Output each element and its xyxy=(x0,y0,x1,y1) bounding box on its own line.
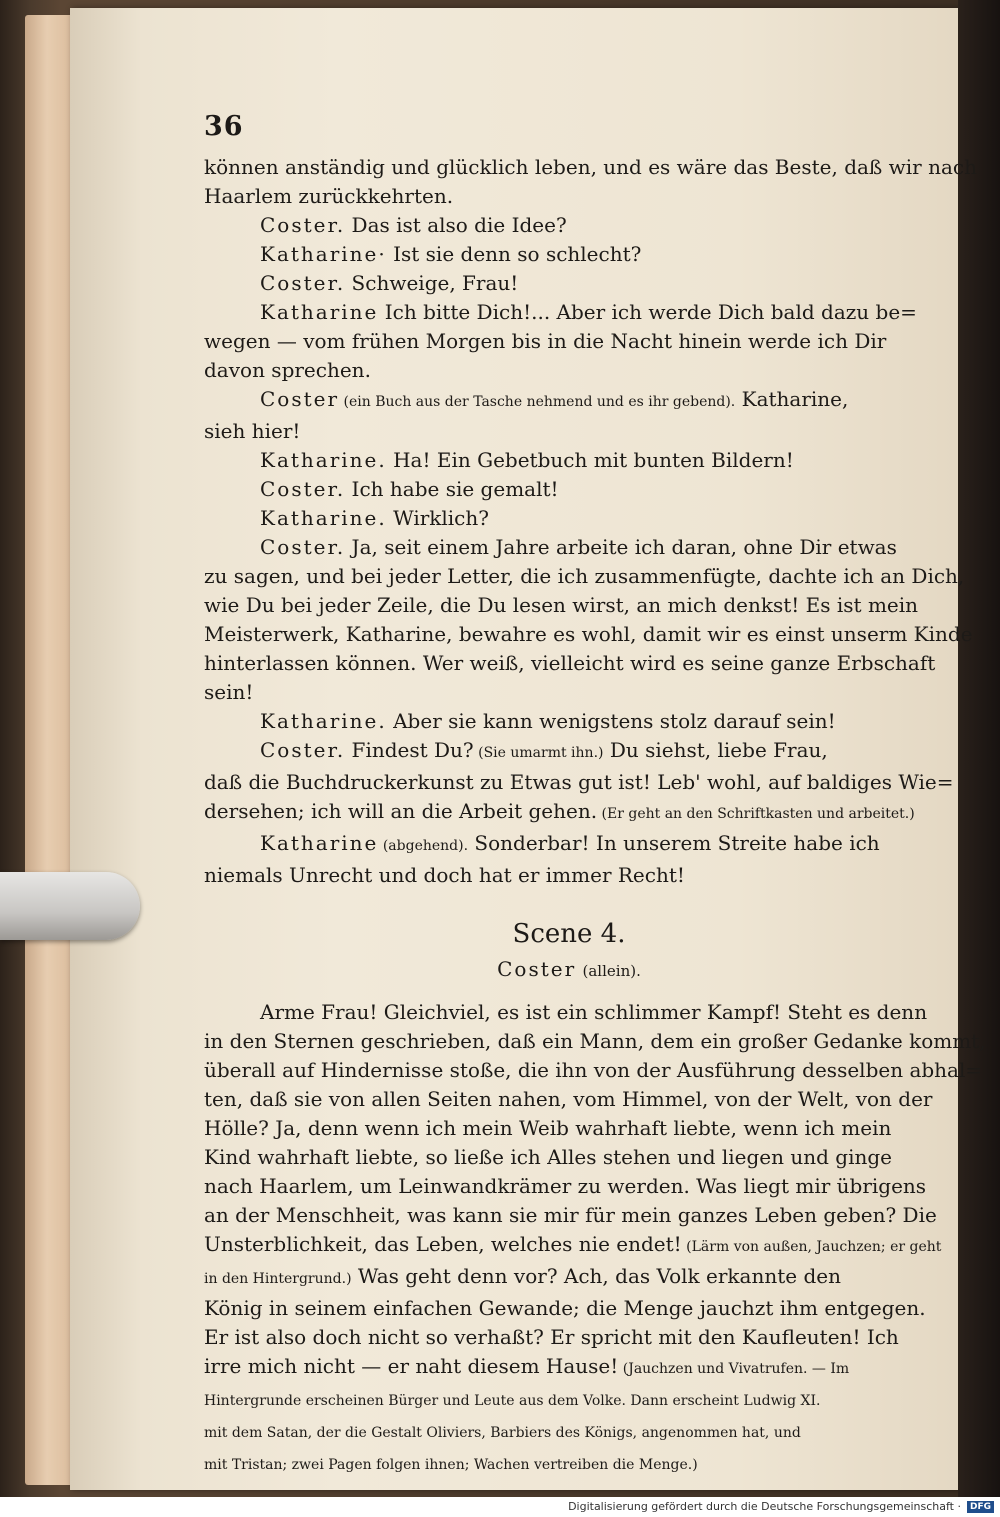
line-text: Sonderbar! In unserem Streite habe ich xyxy=(468,831,880,855)
dialogue-block xyxy=(204,153,977,890)
line-text: zu sagen, und bei jeder Letter, die ich zusammenfügte, dachte ich an Dich, xyxy=(204,564,965,588)
line-text: Unsterblichkeit, das Leben, welches nie endet! xyxy=(204,1232,682,1256)
speaker-name: Katharine. xyxy=(260,448,387,472)
line-text: daß die Buchdruckerkunst zu Etwas gut ist! Leb' wohl, auf baldiges Wie= xyxy=(204,770,954,794)
text-line xyxy=(204,1172,934,1201)
line-text: nach Haarlem, um Leinwandkrämer zu werden. Was liegt mir übrigens xyxy=(204,1174,927,1198)
line-text: Das ist also die Idee? xyxy=(345,213,567,237)
text-line xyxy=(204,1352,934,1384)
line-text: dersehen; ich will an die Arbeit gehen. xyxy=(204,799,598,823)
line-text: hinterlassen können. Wer weiß, vielleicht wird es seine ganze Erbschaft xyxy=(204,651,936,675)
stage-direction: (Jauchzen und Vivatrufen. — Im xyxy=(618,1361,850,1377)
text-line xyxy=(204,417,934,446)
text-line xyxy=(204,562,965,591)
stage-direction: in den Hintergrund.) xyxy=(204,1271,352,1287)
text-line xyxy=(204,1230,942,1262)
speaker-name: Coster. xyxy=(260,477,346,501)
text-line xyxy=(204,1416,934,1448)
speaker-name: Coster. xyxy=(260,213,346,237)
line-text: Aber sie kann wenigstens stolz darauf sein! xyxy=(386,709,836,733)
line-text: wie Du bei jeder Zeile, die Du lesen wirst, an mich denkst! Es ist mein xyxy=(204,593,919,617)
text-line xyxy=(204,240,934,269)
stage-direction: mit Tristan; zwei Pagen folgen ihnen; Wachen vertreiben die Menge.) xyxy=(204,1457,698,1473)
text-line xyxy=(204,768,954,797)
line-text: Was geht denn vor? Ach, das Volk erkannte den xyxy=(351,1264,841,1288)
speaker-name: Coster. xyxy=(260,535,346,559)
line-text: König in seinem einfachen Gewande; die Menge jauchzt ihm entgegen. xyxy=(204,1296,926,1320)
digitization-footer xyxy=(0,1497,1000,1517)
line-text: Haarlem zurückkehrten. xyxy=(204,184,454,208)
speaker-name: Katharine xyxy=(260,831,379,855)
speaker-name: Coster. xyxy=(260,271,346,295)
line-text: Katharine, xyxy=(735,387,849,411)
text-line xyxy=(204,533,934,562)
text-line xyxy=(204,153,977,182)
text-line xyxy=(204,211,934,240)
text-line xyxy=(204,591,934,620)
stage-direction: Hintergrunde erscheinen Bürger und Leute aus dem Volke. Dann erscheint Ludwig XI. xyxy=(204,1393,821,1409)
line-text: Du siehst, liebe Frau, xyxy=(603,738,828,762)
line-text: Hölle? Ja, denn wenn ich mein Weib wahrhaft liebte, wenn ich mein xyxy=(204,1116,892,1140)
speaker-name: Katharine xyxy=(260,300,379,324)
line-text: Kind wahrhaft liebte, so ließe ich Alles stehen und liegen und ginge xyxy=(204,1145,893,1169)
text-line xyxy=(204,327,934,356)
scene-speaker: Coster xyxy=(497,957,577,981)
text-line xyxy=(204,1056,983,1085)
stage-direction: mit dem Satan, der die Gestalt Oliviers, Barbiers des Königs, angenommen hat, und xyxy=(204,1425,801,1441)
text-line xyxy=(204,1323,934,1352)
scene-stage-direction: (allein). xyxy=(582,962,641,980)
text-line xyxy=(204,475,934,504)
line-text: Schweige, Frau! xyxy=(345,271,519,295)
speaker-name: Coster. xyxy=(260,738,346,762)
speaker-name: Katharine. xyxy=(260,709,387,733)
line-text: Ja, seit einem Jahre arbeite ich daran, ohne Dir etwas xyxy=(345,535,897,559)
speaker-name: Coster xyxy=(260,387,340,411)
line-text: sieh hier! xyxy=(204,419,301,443)
scanner-thumb-clip xyxy=(0,872,140,940)
stage-direction: (Lärm von außen, Jauchzen; er geht xyxy=(681,1239,942,1255)
dfg-logo: DFG xyxy=(967,1501,994,1513)
text-line xyxy=(204,678,934,707)
text-line xyxy=(204,1027,986,1056)
monologue-block xyxy=(204,998,986,1480)
text-line xyxy=(204,356,934,385)
stage-direction: (Er geht an den Schriftkasten und arbeitet.) xyxy=(597,806,915,822)
line-text: überall auf Hindernisse stoße, die ihn von der Ausführung desselben abhal= xyxy=(204,1058,983,1082)
line-text: Wirklich? xyxy=(386,506,489,530)
scene-subtitle xyxy=(204,955,934,986)
text-line xyxy=(204,182,934,211)
line-text: Ha! Ein Gebetbuch mit bunten Bildern! xyxy=(386,448,794,472)
stage-direction: (Sie umarmt ihn.) xyxy=(473,745,604,761)
page-text xyxy=(204,111,986,1480)
text-line xyxy=(204,620,973,649)
footer-text: Digitalisierung gefördert durch die Deutsche Forschungsgemeinschaft · xyxy=(568,1500,961,1513)
text-line xyxy=(204,829,934,861)
line-text: irre mich nicht — er naht diesem Hause! xyxy=(204,1354,619,1378)
scene-title: Scene 4. xyxy=(512,919,626,949)
line-text: an der Menschheit, was kann sie mir für mein ganzes Leben geben? Die xyxy=(204,1203,937,1227)
text-line xyxy=(204,1262,934,1294)
line-text: können anständig und glücklich leben, und es wäre das Beste, daß wir nach xyxy=(204,155,977,179)
speaker-name: Katharine. xyxy=(260,506,387,530)
line-text: ten, daß sie von allen Seiten nahen, vom Himmel, von der Welt, von der xyxy=(204,1087,933,1111)
text-line xyxy=(204,649,934,678)
line-text: niemals Unrecht und doch hat er immer Recht! xyxy=(204,863,685,887)
line-text: wegen — vom frühen Morgen bis in die Nacht hinein werde ich Dir xyxy=(204,329,887,353)
text-line xyxy=(204,707,934,736)
book-gutter-right xyxy=(958,0,1000,1497)
page-number: 36 xyxy=(204,111,244,142)
line-text: Er ist also doch nicht so verhaßt? Er spricht mit den Kaufleuten! Ich xyxy=(204,1325,899,1349)
speaker-name: Katharine· xyxy=(260,242,387,266)
text-line xyxy=(204,1448,934,1480)
text-line xyxy=(204,998,934,1027)
stage-direction: (abgehend). xyxy=(378,838,469,854)
text-line xyxy=(204,1384,934,1416)
text-line xyxy=(204,736,934,768)
line-text: Ich habe sie gemalt! xyxy=(345,477,559,501)
stage-direction: (ein Buch aus der Tasche nehmend und es ihr gebend). xyxy=(339,394,736,410)
line-text: Arme Frau! Gleichviel, es ist ein schlimmer Kampf! Steht es denn xyxy=(260,1000,928,1024)
text-line xyxy=(204,1294,934,1323)
text-line xyxy=(204,1143,934,1172)
text-line xyxy=(204,269,934,298)
text-line xyxy=(204,797,934,829)
line-text: davon sprechen. xyxy=(204,358,371,382)
line-text: Ist sie denn so schlecht? xyxy=(386,242,642,266)
text-line xyxy=(204,504,934,533)
line-text: Ich bitte Dich!... Aber ich werde Dich bald dazu be= xyxy=(378,300,917,324)
text-line xyxy=(204,1114,934,1143)
text-line xyxy=(204,861,934,890)
line-text: Findest Du? xyxy=(345,738,474,762)
text-line xyxy=(204,1085,934,1114)
line-text: in den Sternen geschrieben, daß ein Mann, dem ein großer Gedanke kommt, xyxy=(204,1029,986,1053)
text-line xyxy=(204,385,934,417)
line-text: Meisterwerk, Katharine, bewahre es wohl, damit wir es einst unserm Kinde xyxy=(204,622,973,646)
line-text: sein! xyxy=(204,680,254,704)
text-line xyxy=(204,1201,937,1230)
text-line xyxy=(204,298,934,327)
text-line xyxy=(204,446,934,475)
